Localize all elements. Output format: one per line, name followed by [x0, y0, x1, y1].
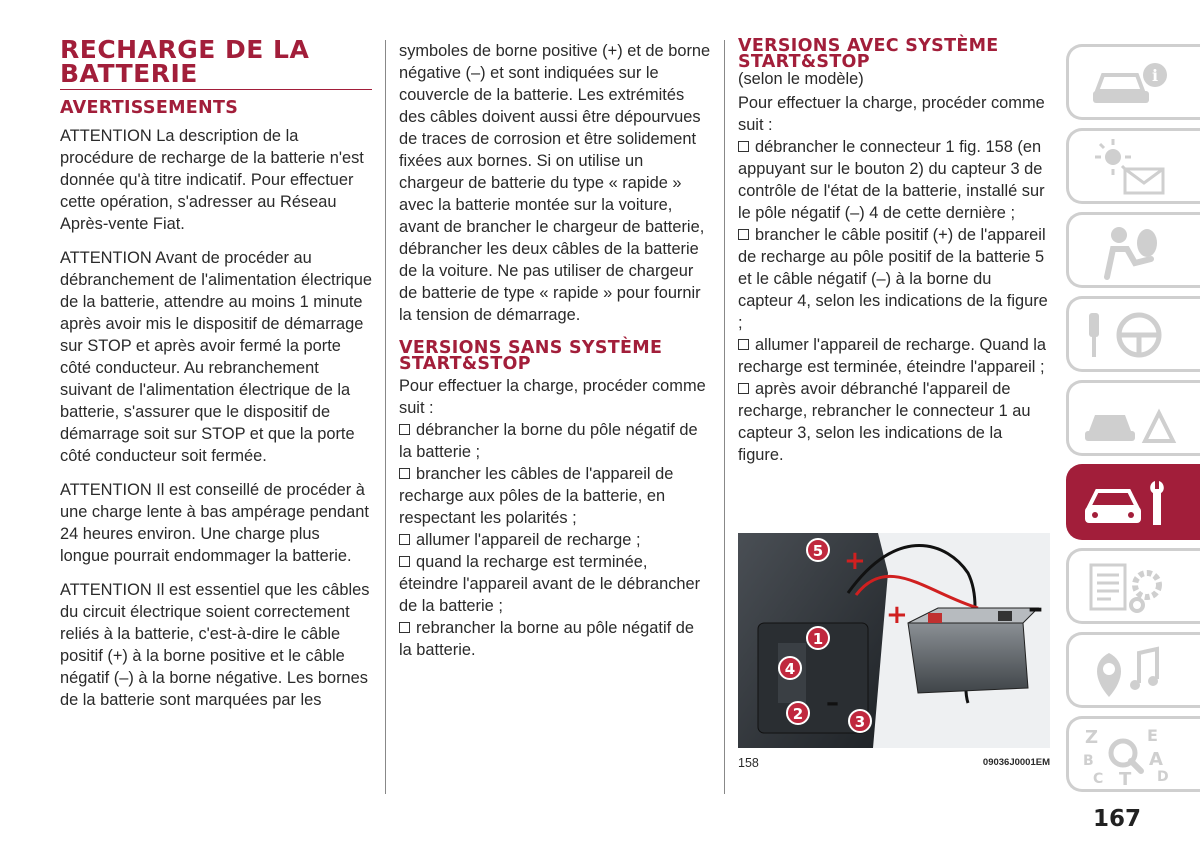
plus-symbol: + — [886, 600, 908, 630]
step-text: débrancher le connecteur 1 fig. 158 (en appuyant sur le bouton 2) du capteur 3 de contrôle de l'état de la batterie, installé sur le pôle négatif (–) 4 de cette dernière ; — [738, 138, 1045, 222]
step-text: brancher le câble positif (+) de l'appareil de recharge au pôle positif de la batterie 5 et le câble négatif (–) à la borne du capteur 4, selon les indications de la figure ; — [738, 226, 1048, 332]
step-text: débrancher la borne du pôle négatif de la batterie ; — [399, 421, 698, 461]
tab-starting-driving[interactable] — [1066, 296, 1200, 372]
specs-gear-icon — [1079, 555, 1179, 619]
svg-text:1: 1 — [812, 630, 824, 648]
svg-text:5: 5 — [812, 542, 824, 560]
car-wrench-icon — [1079, 471, 1179, 535]
section-subtitle: AVERTISSEMENTS — [60, 98, 239, 118]
warning-paragraph: ATTENTION Il est conseillé de procéder à une charge lente à bas ampérage pendant 24 heures environ. Une charge plus longue pourrait endommager la batterie. — [60, 481, 369, 565]
figure-reference: 09036J0001EM — [982, 757, 1050, 768]
callout-4 — [779, 657, 801, 679]
model-note: (selon le modèle) — [738, 70, 864, 88]
car-info-icon — [1079, 51, 1179, 115]
plus-symbol: + — [844, 546, 866, 576]
step-item — [399, 617, 711, 661]
checkbox-bullet-icon — [738, 229, 749, 240]
svg-text:Z: Z — [1085, 727, 1099, 748]
callout-5 — [807, 539, 829, 561]
tab-technical-data[interactable] — [1066, 548, 1200, 624]
step-item — [399, 529, 711, 551]
checkbox-bullet-icon — [399, 468, 410, 479]
step-item — [738, 334, 1050, 378]
svg-text:i: i — [1151, 66, 1159, 85]
step-item — [738, 378, 1050, 466]
minus-symbol: – — [1028, 591, 1043, 626]
tab-index[interactable] — [1066, 716, 1200, 792]
step-item — [399, 551, 711, 617]
svg-text:4: 4 — [784, 660, 796, 678]
checkbox-bullet-icon — [738, 141, 749, 152]
checkbox-bullet-icon — [399, 534, 410, 545]
continued-paragraph: symboles de borne positive (+) et de borne négative (–) et sont indiquées sur le couvercle de la batterie. Les extrémités des câbles doivent aussi être dépourvues de traces de corrosion et être solidement fixées aux bornes. Si on utilise un chargeur de batterie du type « rapide » avec la batterie montée sur la voiture, avant de brancher le chargeur de batterie, débrancher les deux câbles de la batterie de la voiture. Ne pas utiliser de chargeur de batterie de type « rapide » pour fournir la tension de démarrage. — [399, 42, 711, 324]
battery-illustration — [738, 533, 1050, 748]
callout-3 — [849, 710, 871, 732]
warning-paragraph: ATTENTION Il est essentiel que les câbles du circuit électrique soient correctement reliés à la batterie, c'est-à-dire le câble positif (+) à la borne positive et le câble négatif (–) à la borne négative. Les bornes de la batterie sont marquées par les — [60, 581, 370, 709]
dashboard-lights-icon — [1079, 135, 1179, 199]
figure-number: 158 — [738, 756, 759, 770]
step-text: allumer l'appareil de recharge ; — [416, 531, 641, 549]
step-item — [738, 224, 1050, 334]
svg-text:D: D — [1157, 769, 1169, 785]
column-divider — [724, 40, 725, 794]
svg-text:3: 3 — [854, 713, 866, 731]
callout-1 — [807, 627, 829, 649]
safety-airbag-icon — [1079, 219, 1179, 283]
emergency-icon — [1079, 387, 1179, 451]
checkbox-bullet-icon — [738, 339, 749, 350]
column-1 — [60, 35, 373, 711]
svg-text:2: 2 — [792, 705, 804, 723]
page-number: 167 — [1093, 806, 1142, 832]
step-item — [399, 463, 711, 529]
column-3 — [738, 38, 1050, 466]
minus-symbol: – — [826, 688, 839, 718]
section-title: RECHARGE DE LA BATTERIE — [60, 38, 372, 90]
section-subtitle: VERSIONS AVEC SYSTÈME START&STOP — [738, 36, 999, 72]
step-text: quand la recharge est terminée, éteindre l'appareil avant de le débrancher de la batterie ; — [399, 553, 701, 615]
figure-caption — [738, 756, 1050, 770]
step-text: rebrancher la borne au pôle négatif de la batterie. — [399, 619, 694, 659]
index-search-icon — [1079, 723, 1179, 787]
svg-text:E: E — [1147, 726, 1158, 745]
tab-multimedia[interactable] — [1066, 632, 1200, 708]
tab-maintenance[interactable] — [1066, 464, 1200, 540]
battery-charging-figure — [738, 533, 1050, 748]
checkbox-bullet-icon — [399, 424, 410, 435]
key-steering-icon — [1079, 303, 1179, 367]
tab-car-info[interactable] — [1066, 44, 1200, 120]
svg-text:T: T — [1119, 769, 1132, 787]
warning-paragraph: ATTENTION Avant de procéder au débranchement de l'alimentation électrique de la batterie, attendre au moins 1 minute après avoir mis le dispositif de démarrage sur STOP et après avoir fermé la porte côté conducteur. Au rebranchement suivant de l'alimentation électrique de la batterie, s'assurer que le dispositif de démarrage soit sur STOP et que la porte côté conducteur soit fermée. — [60, 249, 373, 465]
callout-2 — [787, 702, 809, 724]
checkbox-bullet-icon — [399, 556, 410, 567]
tab-safety[interactable] — [1066, 212, 1200, 288]
intro-paragraph: Pour effectuer la charge, procéder comme suit : — [399, 377, 706, 417]
charger-positive-terminal — [928, 613, 942, 623]
charger-negative-terminal — [998, 611, 1012, 621]
warning-paragraph: ATTENTION La description de la procédure de recharge de la batterie n'est donnée qu'à titre indicatif. Pour effectuer cette opération, s'adresser au Réseau Après-vente Fiat. — [60, 127, 364, 233]
step-item — [738, 136, 1050, 224]
intro-paragraph: Pour effectuer la charge, procéder comme suit : — [738, 94, 1045, 134]
step-text: allumer l'appareil de recharge. Quand la recharge est terminée, éteindre l'appareil ; — [738, 336, 1047, 376]
column-2 — [399, 40, 711, 661]
tab-emergency[interactable] — [1066, 380, 1200, 456]
svg-text:B: B — [1083, 753, 1094, 769]
checkbox-bullet-icon — [738, 383, 749, 394]
step-item — [399, 419, 711, 463]
step-text: après avoir débranché l'appareil de recharge, rebrancher le connecteur 1 au capteur 3, selon les indications de la figure. — [738, 380, 1031, 464]
multimedia-icon — [1079, 639, 1179, 703]
tab-dashboard-lights[interactable] — [1066, 128, 1200, 204]
checkbox-bullet-icon — [399, 622, 410, 633]
svg-text:C: C — [1093, 771, 1104, 787]
step-text: brancher les câbles de l'appareil de recharge aux pôles de la batterie, en respectant les polarités ; — [399, 465, 674, 527]
charger-battery — [908, 623, 1028, 693]
svg-text:A: A — [1149, 749, 1163, 770]
section-subtitle: VERSIONS SANS SYSTÈME START&STOP — [399, 338, 663, 374]
column-divider — [385, 40, 386, 794]
